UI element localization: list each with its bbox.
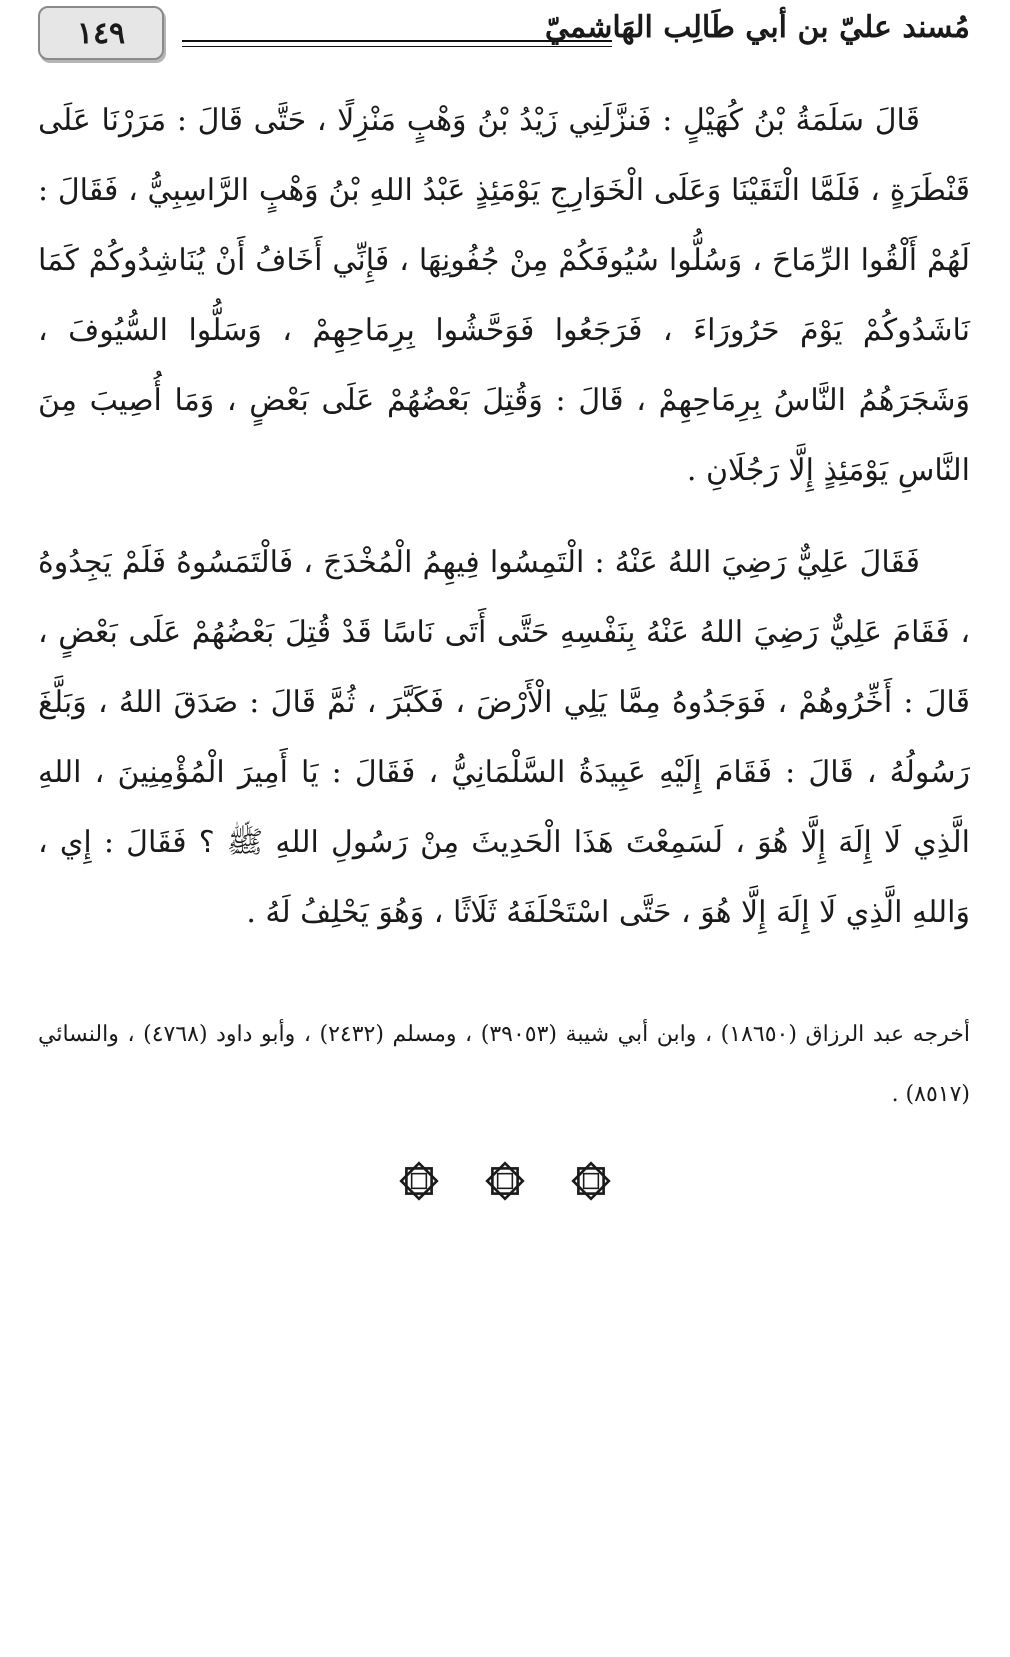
eight-point-star-icon (398, 1160, 440, 1202)
eight-point-star-icon (484, 1160, 526, 1202)
header-rule-thin (182, 46, 612, 47)
eight-point-star-icon (570, 1160, 612, 1202)
footnote: أخرجه عبد الرزاق (١٨٦٥٠) ، وابن أبي شيبة (٣٩٠٥٣) ، ومسلم (٢٤٣٢) ، وأبو داود (٤٧٦٨) ، والنسائي (٨٥١٧) . (38, 1022, 970, 1107)
running-title: مُسند عليّ بن أبي طَالِب الهَاشميّ (544, 10, 970, 45)
page-number-box (38, 6, 164, 60)
paragraph-2: فَقَالَ عَلِيٌّ رَضِيَ اللهُ عَنْهُ : الْتَمِسُوا فِيهِمُ الْمُخْدَجَ ، فَالْتَمَسُوهُ فَلَمْ يَجِدُوهُ ، فَقَامَ عَلِيٌّ رَضِيَ اللهُ عَنْهُ بِنَفْسِهِ حَتَّى أَتَى نَاسًا قَدْ قُتِلَ بَعْضُهُمْ عَلَى بَعْضٍ ، قَالَ : أَخِّرُوهُمْ ، فَوَجَدُوهُ مِمَّا يَلِي الْأَرْضَ ، فَكَبَّرَ ، ثُمَّ قَالَ : صَدَقَ اللهُ ، وَبَلَّغَ رَسُولُهُ ، قَالَ : فَقَامَ إِلَيْهِ عَبِيدَةُ السَّلْمَانِيُّ ، فَقَالَ : يَا أَمِيرَ الْمُؤْمِنِينَ ، اللهِ الَّذِي لَا إِلَهَ إِلَّا هُوَ ، لَسَمِعْتَ هَذَا الْحَدِيثَ مِنْ رَسُولِ اللهِ ﷺ ؟ فَقَالَ : إِي ، وَاللهِ الَّذِي لَا إِلَهَ إِلَّا هُوَ ، حَتَّى اسْتَحْلَفَهُ ثَلَاثًا ، وَهُوَ يَحْلِفُ لَهُ . (38, 545, 970, 930)
page-number: ١٤٩ (76, 15, 126, 51)
paragraph-1: قَالَ سَلَمَةُ بْنُ كُهَيْلٍ : فَنزَّلَنِي زَيْدُ بْنُ وَهْبٍ مَنْزِلًا ، حَتَّى قَالَ : مَرَرْنَا عَلَى قَنْطَرَةٍ ، فَلَمَّا الْتَقَيْنَا وَعَلَى الْخَوَارِجِ يَوْمَئِذٍ عَبْدُ اللهِ بْنُ وَهْبٍ الرَّاسِبِيُّ ، فَقَالَ : لَهُمْ أَلْقُوا الرِّمَاحَ ، وَسُلُّوا سُيُوفَكُمْ مِنْ جُفُونِهَا ، فَإِنِّي أَخَافُ أَنْ يُنَاشِدُوكُمْ كَمَا نَاشَدُوكُمْ يَوْمَ حَرُورَاءَ ، فَرَجَعُوا فَوَحَّشُوا بِرِمَاحِهِمْ ، وَسَلُّوا السُّيُوفَ ، وَشَجَرَهُمُ النَّاسُ بِرِمَاحِهِمْ ، قَالَ : وَقُتِلَ بَعْضُهُمْ عَلَى بَعْضٍ ، وَمَا أُصِيبَ مِنَ النَّاسِ يَوْمَئِذٍ إِلَّا رَجُلَانِ . (38, 103, 970, 488)
body-text (38, 86, 970, 948)
section-end-ornaments (0, 1160, 1010, 1202)
